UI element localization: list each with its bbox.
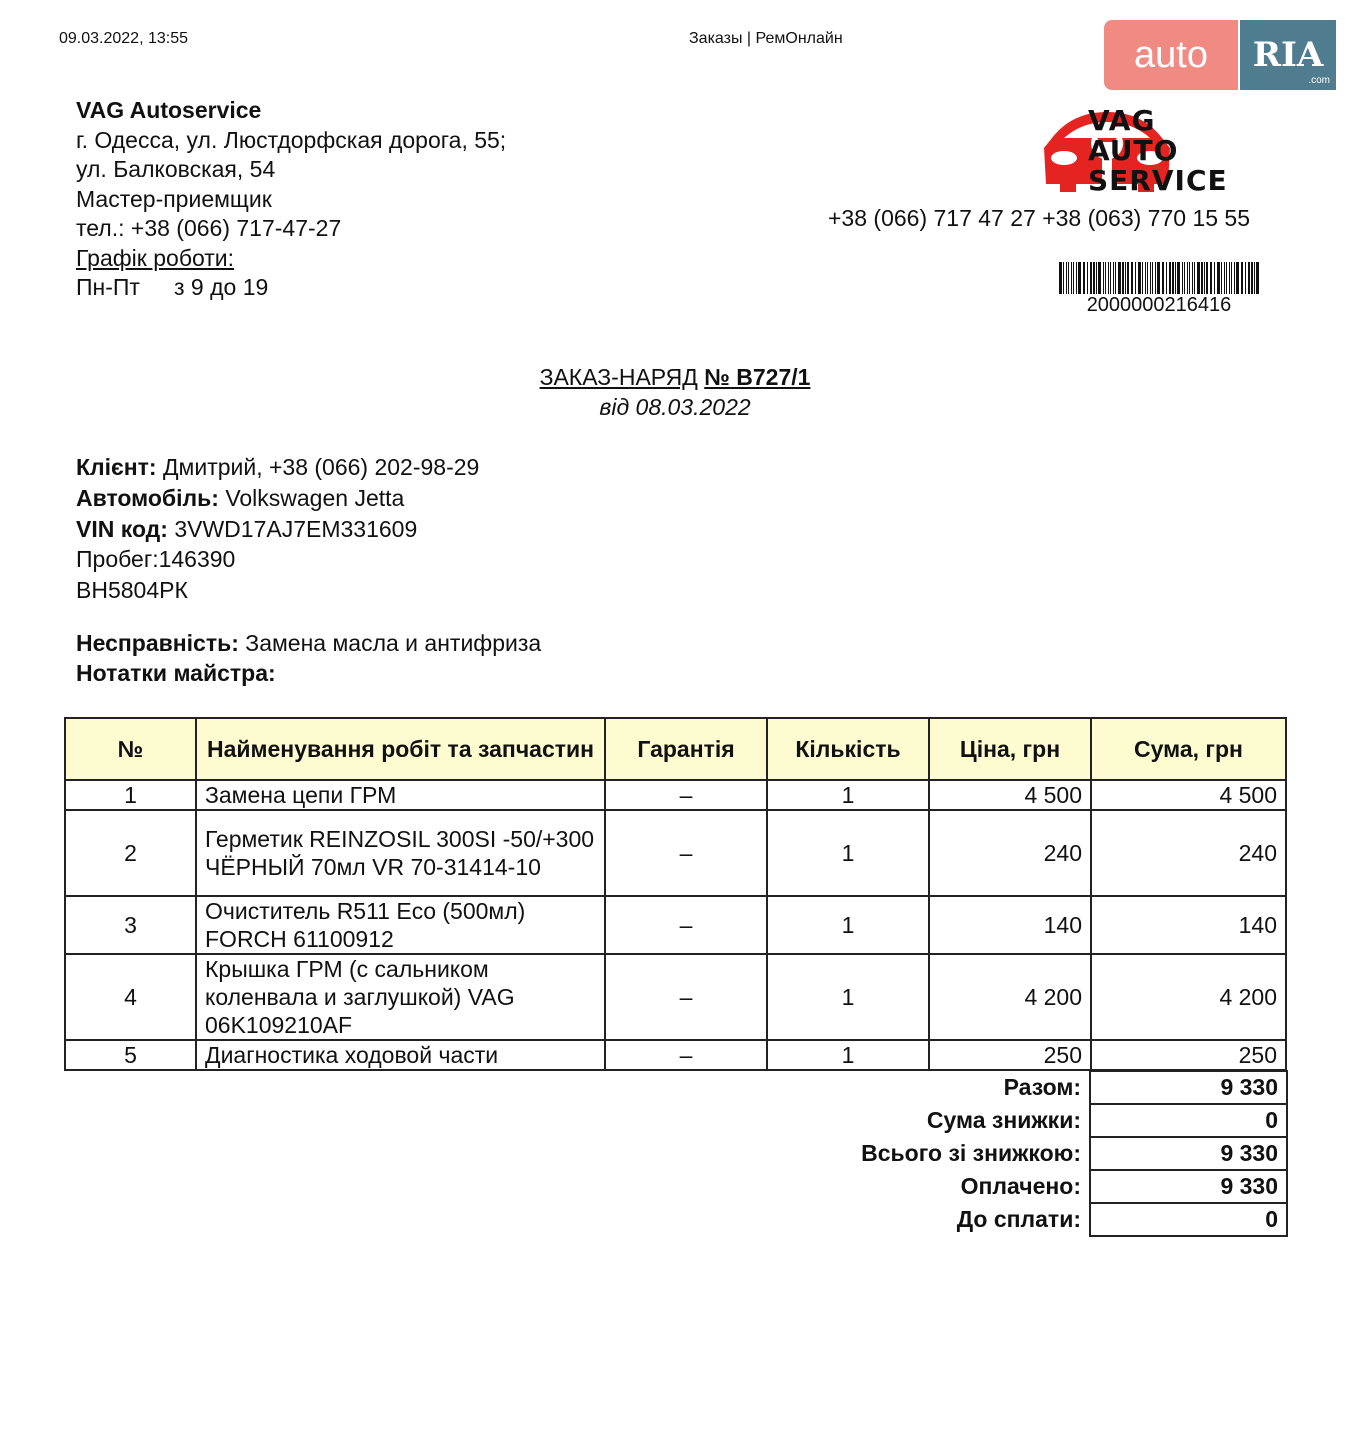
row-qty: 1 [767,780,929,810]
row-warranty: – [605,954,767,1040]
col-header-price: Ціна, грн [929,718,1091,780]
row-name: Замена цепи ГРМ [196,780,605,810]
watermark-auto-text: auto [1104,20,1238,90]
company-phone: тел.: +38 (066) 717-47-27 [76,215,342,241]
due-value: 0 [1090,1203,1287,1236]
company-info [76,96,506,303]
row-qty: 1 [767,954,929,1040]
fault-line [76,628,541,658]
schedule-days: Пн-Пт [76,274,140,300]
car-line [76,483,479,514]
col-header-name: Найменування робіт та запчастин [196,718,605,780]
work-items-table [64,717,1287,1071]
fault-label: Несправність: [76,630,239,656]
row-warranty: – [605,896,767,954]
row-qty: 1 [767,1040,929,1070]
table-row [65,780,1286,810]
watermark-ria-text: RIA [1252,35,1324,75]
row-price: 4 500 [929,780,1091,810]
row-sum: 4 200 [1091,954,1286,1040]
schedule-line [76,273,506,303]
barcode-number: 2000000216416 [1086,294,1232,316]
company-role: Мастер-приемщик [76,185,272,212]
row-no: 1 [65,780,196,810]
due-label: До сплати: [956,1206,1081,1232]
order-title-prefix: ЗАКАЗ-НАРЯД [539,364,698,390]
client-label: Клієнт: [76,454,157,480]
total-label: Всього зі знижкою: [861,1140,1081,1166]
row-price: 4 200 [929,954,1091,1040]
totals-row-due [700,1203,1287,1236]
autoria-watermark [1104,20,1336,90]
schedule-label: Графік роботи: [76,244,235,271]
row-warranty: – [605,780,767,810]
subtotal-value: 9 330 [1090,1071,1287,1104]
row-price: 240 [929,810,1091,896]
subtotal-label: Разом: [1003,1074,1081,1100]
logo-line-service: SERVICE [1088,164,1228,197]
totals-row-total [700,1137,1287,1170]
company-address-1: г. Одесса, ул. Люстдорфская дорога, 55; [76,126,507,153]
row-sum: 240 [1091,810,1286,896]
print-page-title: Заказы | РемОнлайн [689,30,843,47]
totals-row-discount [700,1104,1287,1137]
table-row [65,954,1286,1040]
paid-label: Оплачено: [960,1173,1081,1199]
totals-row-subtotal [700,1071,1287,1104]
vin-label: VIN код: [76,515,168,542]
col-header-sum: Сума, грн [1091,718,1286,780]
discount-label: Сума знижки: [926,1107,1081,1133]
table-row [65,810,1286,896]
logo-phones: +38 (066) 717 47 27 +38 (063) 770 15 55 [828,205,1251,231]
watermark-com-text: .com [1308,75,1330,86]
totals-table [700,1070,1288,1237]
row-name: Диагностика ходовой части [196,1040,605,1070]
table-header-row [65,718,1286,780]
row-sum: 140 [1091,896,1286,954]
row-warranty: – [605,1040,767,1070]
row-warranty: – [605,810,767,896]
row-price: 250 [929,1040,1091,1070]
total-value: 9 330 [1090,1137,1287,1170]
logo-wordmark [1088,106,1228,196]
row-no: 5 [65,1040,196,1070]
row-name: Герметик REINZOSIL 300SI -50/+300 ЧЁРНЫЙ 70мл VR 70-31414-10 [196,810,605,896]
client-line [76,452,479,483]
logo-line-vag: VAG [1088,104,1156,137]
mileage: Пробег:146390 [76,546,236,573]
barcode-icon [1059,262,1259,294]
car-value: Volkswagen Jetta [225,484,405,511]
order-title [0,364,1350,391]
col-header-warranty: Гарантія [605,718,767,780]
client-info [76,452,479,606]
schedule-hours: з 9 до 19 [174,274,269,300]
totals-row-paid [700,1170,1287,1203]
col-header-no: № [65,718,196,780]
table-row [65,896,1286,954]
order-number: № В727/1 [704,364,811,390]
table-row [65,1040,1286,1070]
row-sum: 250 [1091,1040,1286,1070]
company-address-2: ул. Балковская, 54 [76,156,276,182]
row-name: Очиститель R511 Eco (500мл) FORCH 61100912 [196,896,605,954]
watermark-ria-box [1240,20,1336,90]
vin-line [76,514,479,545]
paid-value: 9 330 [1090,1170,1287,1203]
row-qty: 1 [767,896,929,954]
row-sum: 4 500 [1091,780,1286,810]
row-no: 4 [65,954,196,1040]
license-plate: ВН5804РК [76,577,188,604]
row-qty: 1 [767,810,929,896]
discount-value: 0 [1090,1104,1287,1137]
logo-line-auto: AUTO [1088,134,1179,167]
row-price: 140 [929,896,1091,954]
vin-value: 3VWD17AJ7EM331609 [174,515,418,542]
company-name: VAG Autoservice [76,97,262,123]
col-header-qty: Кількість [767,718,929,780]
row-no: 3 [65,896,196,954]
master-notes-label: Нотатки майстра: [76,660,276,686]
fault-notes [76,628,541,688]
row-no: 2 [65,810,196,896]
fault-value: Замена масла и антифриза [245,630,542,656]
row-name: Крышка ГРМ (с сальником коленвала и заглушкой) VAG 06K109210AF [196,954,605,1040]
order-date: від 08.03.2022 [599,394,751,420]
print-datetime: 09.03.2022, 13:55 [59,30,189,47]
client-value: Дмитрий, +38 (066) 202-98-29 [162,454,480,480]
car-label: Автомобіль: [76,484,219,511]
